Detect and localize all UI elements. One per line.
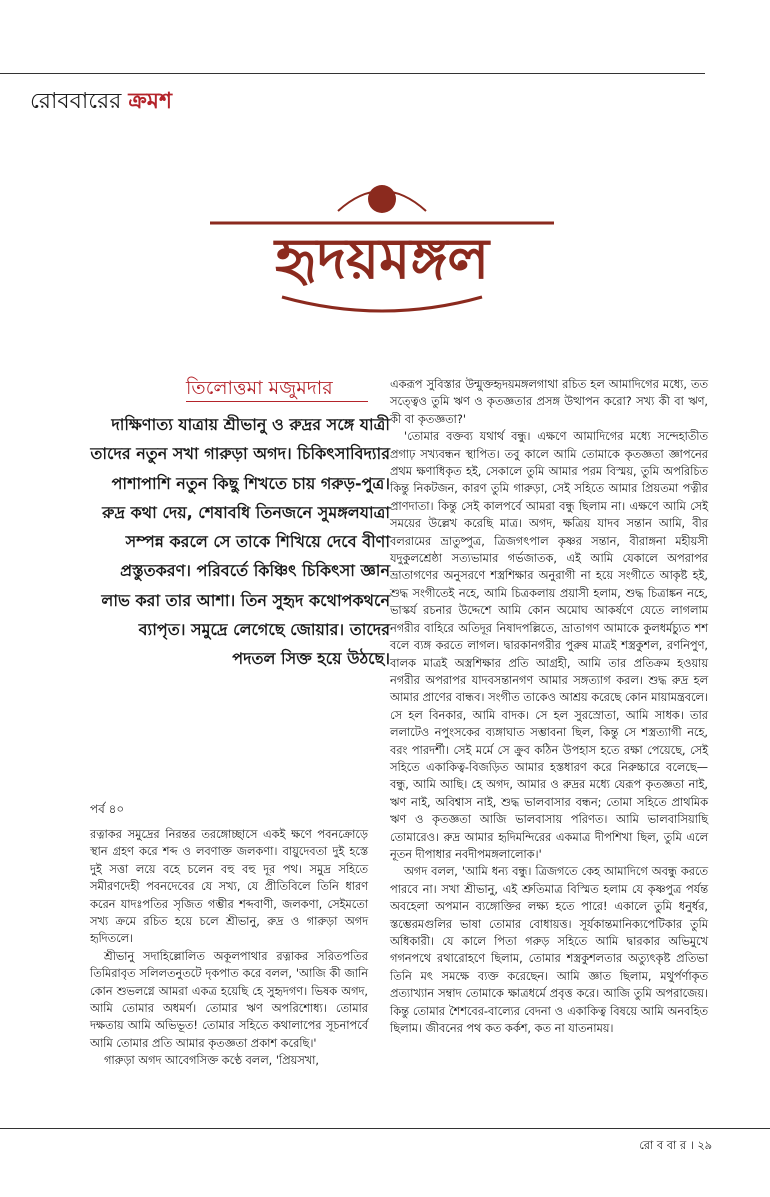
page-folio: রো ব বা র । ২৯ [639,1139,712,1152]
author-byline: তিলোত্তমা মজুমদার [186,377,333,399]
body-column-left [90,826,368,1070]
body-paragraph: শ্রীভানু সদাহিল্লোলিত অকূলপাথার রত্নাকর সরিতপতির তিমিরাবৃত সলিলতনুতটে দৃকপাত করে বলল, 'আজি কী জানি কোন শুভলগ্নে আমরা একত্র হয়েছি হে সুহৃদগণ। ভিষক অগদ, আমি তোমার অধমর্ণ। তোমার ঋণ অপরিশোধ্য। তোমার দক্ষতায় আমি অভিভূত! তোমার সহিতে কথালাপের সূচনাপর্বে আমি তোমার প্রতি আমার কৃতজ্ঞতা প্রকাশ করেছি।' [90,949,368,1050]
masthead-logo [170,175,570,325]
body-paragraph: গারুড়া অগদ আবেগসিক্ত কণ্ঠে বলল, 'প্রিয়সখা, [104,1054,320,1068]
masthead-sun-dot [368,185,396,213]
masthead-swash [282,297,482,311]
body-paragraph: রত্নাকর সমুদ্রের নিরন্তর তরঙ্গোচ্ছাসে একই ক্ষণে পবনক্রোড়ে স্থান গ্রহণ করে শব্দ ও লবণাক্ত জলকণা। বায়ুদেবতা দুই হস্তে দুই সত্তা লয়ে বহে চলেন বহু বহু দূর পথ। সমুদ্র সহিতে সমীরণদেহী পবনদেবের যে সখ্য, যে প্রীতিবিলে তিনি ধারণ করেন যাদঃপতির সৃজিত গম্ভীর শব্দবাণী, জলকণা, সেইমতো সখ্য ক্রমে রচিত হয়ে চলে শ্রীভানু, রুদ্র ও গারুড়া অগদ হৃদিতলে। [90,828,368,946]
episode-label: পর্ব ৪০ [90,802,125,816]
body-paragraph: অগদ বলল, 'আমি ধন্য বন্ধু। ত্রিজগতে কেহ আমাদিগে অবন্ধু করতে পারবে না। সখা শ্রীভানু, এই শ্রুতিমাত্র বিস্মিত হলাম যে কৃষ্ণপুত্র পর্যন্ত অবহেলা অপমান ব্যঙ্গোক্তির লক্ষ্য হতে পারে! একালে তুমি ধনুর্ধর, স্তম্ভেরমগুলির ভাষা তোমার বোধায়ত্ত। সূর্যকান্তমানিক্যপেটিকার তুমি অধিকারী। যে কালে পিতা গরুড় সহিতে আমি দ্বারকার অভিমুখে গগনপথে রথারোহণে ছিলাম, তোমার শস্ত্রকুশলতার অত্যুৎকৃষ্ট প্রতিভা তিনি মৎ সমক্ষে ব্যক্ত করেছেন। আমি জ্ঞাত ছিলাম, মথুর্পর্ণাকৃত প্রত্যাখ্যান সম্বাদ তোমাকে ক্ষাত্রধর্মে প্রবৃত্ত করে। আজি তুমি অপরাজেয়। কিন্তু তোমার শৈশবের-বাল্যের বেদনা ও একাকিত্ব বিষয়ে আমি অনবহিত ছিলাম। জীবনের পথ কত কর্কশ, কত না যাতনাময়। [390,865,708,1036]
masthead-title: হৃদয়মঙ্গল [274,227,490,292]
section-heading [30,84,172,121]
section-heading-prefix: রোববারের [30,89,122,114]
top-rule [0,73,705,74]
body-paragraph: একরূপ সুবিস্তার উন্মুক্তহৃদয়মঙ্গলগাথা রচিত হল আমাদিগের মধ্যে, তত সত্ত্বেও তুমি ঋণ ও কৃতজ্ঞতার প্রসঙ্গ উত্থাপন করো? সখ্য কী বা ঋণ, কী বা কৃতজ্ঞতা?' [390,378,708,426]
article-lede: দাক্ষিণাত্য যাত্রায় শ্রীভানু ও রুদ্রর সঙ্গে যাত্রী তাদের নতুন সখা গারুড়া অগদ। চিকিৎসাবিদ্যার পাশাপাশি নতুন কিছু শিখতে চায় গরুড়-পুত্র। রুদ্র কথা দেয়, শেষাবধি তিনজনে সুমঙ্গলযাত্রা সম্পন্ন করলে সে তাকে শিখিয়ে দেবে বীণা প্রস্তুতকরণ। পরিবর্তে কিঞ্চিৎ চিকিৎসা জ্ঞান লাভ করা তার আশা। তিন সুহৃদ কথোপকথনে ব্যাপৃত। সমুদ্রে লেগেছে জোয়ার। তাদের পদতল সিক্ত হয়ে উঠছে। [90,415,390,669]
section-heading-accent: ক্রমশ [128,89,172,114]
body-paragraph: 'তোমার বক্তব্য যথার্থ বন্ধু। এক্ষণে আমাদিগের মধ্যে সন্দেহাতীত প্রগাঢ় সখ্যবন্ধন স্থাপিত। তবু কালে আমি তোমাকে কৃতজ্ঞতা জ্ঞাপনের প্রথম ক্ষণাধিকৃত হই, সেকালে তুমি আমার পরম বিস্ময়, তুমি অপরিচিত কিন্তু নিকটজন, কারণ তুমি গারুড়া, সেই সহিতে আমার প্রিয়তমা পত্নীর প্রাণদাতা। কিন্তু সেই কালপর্বে আমরা বন্ধু ছিলাম না। এক্ষণে আমি সেই সময়ের উল্লেখ করেছি মাত্র। অগদ, ক্ষত্রিয় যাদব সন্তান আমি, বীর বলরামের ভ্রাতুষ্পুত্র, ত্রিজগৎপাল কৃষ্ণর সন্তান, বীরাঙ্গনা মহীয়সী যদুকুলশ্রেষ্ঠা সত্যভামার গর্ভজাতক, এই আমি যেকালে অপরাপর ভ্রাতাগণের অনুসরণে শস্ত্রশিক্ষার অনুরাগী না হয়ে সংগীতে আকৃষ্ট হই, শুদ্ধ সংগীতেই নহে, আমি চিত্রকলায় প্রয়াসী হলাম, শুদ্ধ চিত্রাঙ্কন নহে, ভাস্কর্য রচনার উদ্দেশে আমি কোন অমোঘ আকর্ষণে যেতে লাগলাম নগরীর বাহিরে অতিদূর নিষাদপল্লিতে, ভ্রাতাগণ আমাকে কুলধর্মচ্যুত শশ বলে ব্যঙ্গ করতে লাগল। দ্বারকানগরীর পুরুষ মাত্রই শস্ত্রকুশল, রণনিপুণ, বালক মাত্রই অস্ত্রশিক্ষার প্রতি আগ্রহী, আমি তার প্রতিক্রম হওয়ায় নগরীর অপরাপর যাদবসন্তানগণ আমার সঙ্গত্যাগ করল। শুদ্ধ রুদ্র হল আমার প্রাণের বান্ধব। সংগীত তাকেও আশ্রয় করেছে কোন মায়ামন্ত্রবলে। সে হল বিনকার, আমি বাদক। সে হল সুরস্রোতা, আমি সাধক। তার ললাটেও নপুংসকের ব্যঙ্গাঘাত সম্ভাবনা ছিল, কিন্তু সে শস্ত্রত্যাগী নহে, বরং পারদর্শী। সেই মর্মে সে ক্রুব কঠিন উপহাস হতে রক্ষা পেয়েছে, সেই সহিতে একাকিত্ব-বিজড়িত আমার হস্তধারণ করে নিরুচ্চারে বলেছে— বন্ধু, আমি আছি। হে অগদ, আমার ও রুদ্রর মধ্যে যেরূপ কৃতজ্ঞতা নাই, ঋণ নাই, অবিশ্বাস নাই, শুদ্ধ ভালবাসার বন্ধন; তোমা সহিতে প্রাথমিক ঋণ ও কৃতজ্ঞতা আজি ভালবাসায় পরিণত। আমি ভালবাসিয়াছি তোমারেও। রুদ্র আমার হৃদিমন্দিরের একমাত্র দীপশিখা ছিল, তুমি এলে নূতন দীপাধার নবদীপমঙ্গলালোক।' [390,430,708,861]
author-rule [186,401,368,402]
body-column-right [390,376,708,1037]
bottom-rule [0,1128,770,1129]
